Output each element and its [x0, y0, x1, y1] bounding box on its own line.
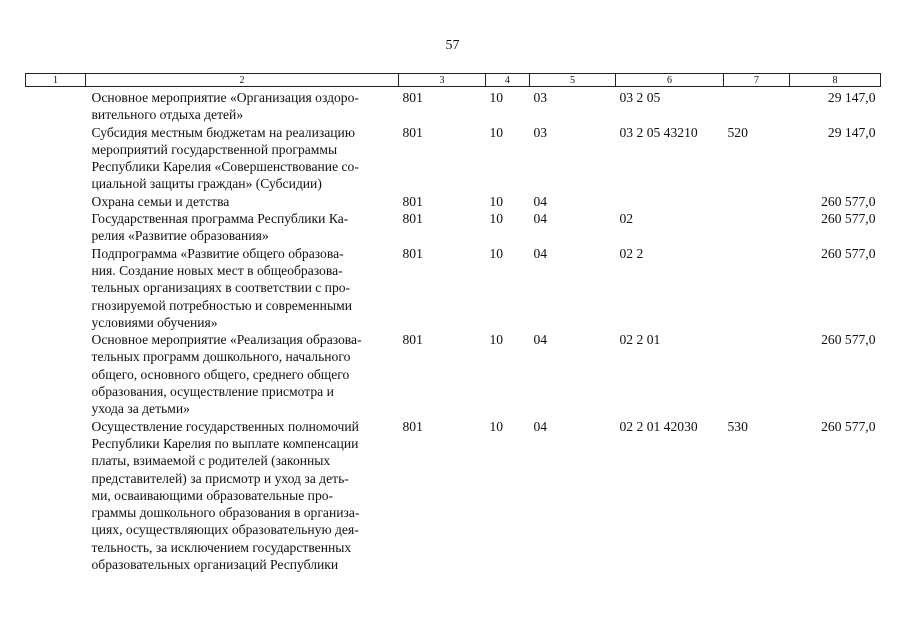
description-cell: [86, 124, 399, 193]
subsection-code-cell: 04: [533, 211, 548, 227]
table-header: [26, 74, 881, 87]
description-line: Основное мероприятие «Организация оздоро-: [91, 90, 359, 105]
row-number-cell: [26, 210, 86, 245]
section-code-cell: 10: [489, 332, 504, 348]
description-line: циях, осуществляющих образовательную дея-: [91, 522, 359, 538]
description-line: гнозируемой потребностью и современными: [91, 297, 352, 313]
description-line: релия «Развитие образования»: [91, 228, 269, 244]
expense-type-cell: [724, 331, 790, 417]
description-line: Республики Карелия по выплате компенсации: [91, 435, 359, 451]
table-row: [26, 124, 881, 193]
row-number-cell: [26, 418, 86, 574]
table-row: [26, 87, 881, 124]
description-line: условиями обучения»: [91, 314, 218, 330]
description-line: общего, основного общего, среднего общего: [91, 366, 350, 382]
target-article-cell: [616, 193, 724, 210]
description-line: Осуществление государственных полномочий: [91, 418, 359, 434]
column-header: 1: [26, 74, 86, 87]
expense-type-cell: [724, 87, 790, 124]
description-cell: [86, 418, 399, 574]
description-line: ухода за детьми»: [91, 401, 190, 417]
description-line: представителей) за присмотр и уход за деть-: [91, 470, 349, 486]
section-code-cell: 10: [489, 90, 504, 105]
description-line: Подпрограмма «Развитие общего образова-: [91, 245, 344, 261]
column-header: 3: [399, 74, 486, 87]
target-article-cell: 03 2 05: [619, 90, 661, 105]
ministry-code-cell: 801: [402, 211, 423, 227]
amount-cell: 29 147,0: [827, 124, 876, 140]
row-number-cell: [26, 245, 86, 331]
description-line: Государственная программа Республики Ка-: [91, 211, 349, 227]
row-number-cell: [26, 124, 86, 193]
description-line: ния. Создание новых мест в общеобразова-: [91, 262, 343, 278]
column-header: 4: [486, 74, 530, 87]
table-row: [26, 245, 881, 331]
expense-type-cell: [724, 245, 790, 331]
row-number-cell: [26, 87, 86, 124]
subsection-code-cell: 04: [533, 332, 548, 348]
column-number-row: [26, 74, 881, 87]
column-header: 5: [530, 74, 616, 87]
target-article-cell: 02 2: [619, 245, 644, 261]
column-header: 7: [724, 74, 790, 87]
expense-type-cell: [724, 193, 790, 210]
expense-type-cell: 530: [727, 418, 748, 434]
description-line: тельных программ дошкольного, начального: [91, 349, 351, 365]
section-code-cell: 10: [489, 418, 504, 434]
description-line: тельных организациях в соответствии с про-: [91, 280, 351, 296]
table-row: [26, 193, 881, 210]
ministry-code-cell: 801: [402, 332, 423, 348]
column-header: 8: [790, 74, 881, 87]
column-header: 6: [616, 74, 724, 87]
subsection-code-cell: 04: [533, 193, 548, 209]
description-line: ми, осваивающими образовательные про-: [91, 487, 334, 503]
table-row: [26, 418, 881, 574]
page-number: 57: [445, 38, 460, 53]
description-cell: [86, 331, 399, 417]
description-line: мероприятий государственной программы: [91, 141, 338, 157]
description-cell: [86, 193, 399, 210]
section-code-cell: 10: [489, 193, 504, 209]
table-row: [26, 331, 881, 417]
description-line: вительного отдыха детей»: [91, 107, 244, 123]
target-article-cell: 02 2 01 42030: [619, 418, 698, 434]
table-body: [26, 87, 881, 574]
description-line: Основное мероприятие «Реализация образова-: [91, 332, 362, 348]
target-article-cell: 02 2 01: [619, 332, 661, 348]
amount-cell: 260 577,0: [821, 245, 876, 261]
description-line: Республики Карелия «Совершенствование со-: [91, 159, 359, 175]
table-row: [26, 210, 881, 245]
description-line: граммы дошкольного образования в организа-: [91, 505, 360, 521]
ministry-code-cell: 801: [402, 193, 423, 209]
ministry-code-cell: 801: [402, 418, 423, 434]
section-code-cell: 10: [489, 211, 504, 227]
description-cell: [86, 245, 399, 331]
description-line: платы, взимаемой с родителей (законных: [91, 453, 331, 469]
section-code-cell: 10: [489, 124, 504, 140]
expense-type-cell: [724, 210, 790, 245]
description-line: циальной защиты граждан» (Субсидии): [91, 176, 322, 192]
amount-cell: 260 577,0: [821, 418, 876, 434]
section-code-cell: 10: [489, 245, 504, 261]
ministry-code-cell: 801: [402, 90, 423, 105]
ministry-code-cell: 801: [402, 124, 423, 140]
description-line: образования, осуществление присмотра и: [91, 384, 334, 400]
amount-cell: 29 147,0: [827, 90, 876, 105]
amount-cell: 260 577,0: [821, 193, 876, 209]
target-article-cell: 02: [619, 211, 634, 227]
ministry-code-cell: 801: [402, 245, 423, 261]
amount-cell: 260 577,0: [821, 332, 876, 348]
description-line: Охрана семьи и детства: [91, 193, 230, 209]
budget-table: [25, 73, 881, 573]
subsection-code-cell: 04: [533, 245, 548, 261]
column-header: 2: [86, 74, 399, 87]
target-article-cell: 03 2 05 43210: [619, 124, 698, 140]
row-number-cell: [26, 331, 86, 417]
subsection-code-cell: 03: [533, 90, 548, 105]
description-cell: [86, 87, 399, 124]
description-cell: [86, 210, 399, 245]
subsection-code-cell: 04: [533, 418, 548, 434]
amount-cell: 260 577,0: [821, 211, 876, 227]
row-number-cell: [26, 193, 86, 210]
description-line: Субсидия местным бюджетам на реализацию: [91, 124, 355, 140]
description-line: тельность, за исключением государственных: [91, 539, 352, 555]
expense-type-cell: 520: [727, 124, 748, 140]
subsection-code-cell: 03: [533, 124, 548, 140]
description-line: образовательных организаций Республики: [91, 557, 339, 573]
